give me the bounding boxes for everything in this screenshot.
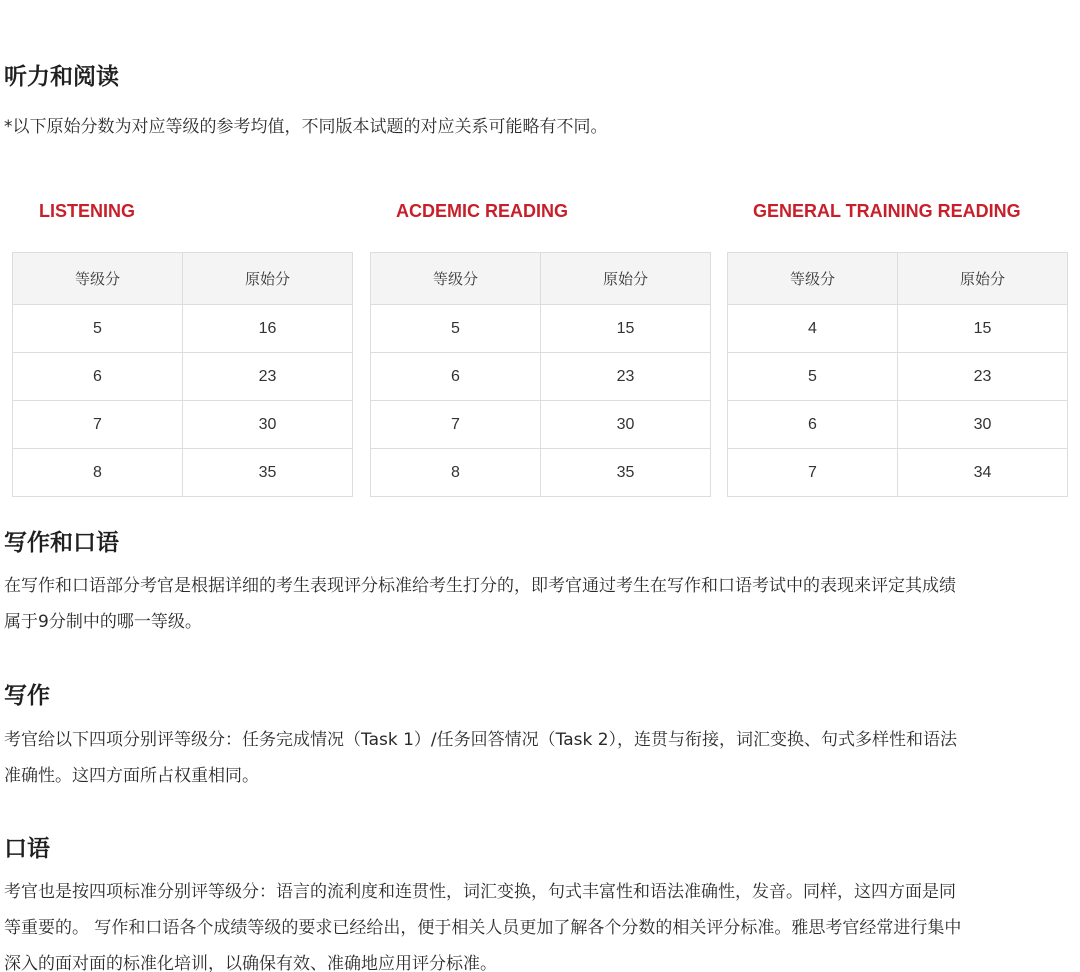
band-score-cell: 7 — [371, 401, 541, 449]
table-row — [13, 401, 353, 449]
table-header-row — [13, 253, 353, 305]
table-row — [728, 353, 1068, 401]
table-row — [13, 353, 353, 401]
writing-paragraph — [4, 722, 957, 794]
table-row — [728, 449, 1068, 497]
band-score-cell: 6 — [728, 401, 898, 449]
raw-score-cell: 23 — [898, 353, 1068, 401]
paragraph-line: 深入的面对面的标准化培训，以确保有效、准确地应用评分标准。 — [4, 954, 497, 972]
section-heading-speaking: 口语 — [4, 836, 50, 862]
band-score-cell: 8 — [371, 449, 541, 497]
band-score-cell: 5 — [728, 353, 898, 401]
header-band-score: 等级分 — [371, 253, 541, 305]
header-raw-score: 原始分 — [898, 253, 1068, 305]
table-title-general-training-reading: GENERAL TRAINING READING — [753, 201, 1021, 221]
listening-score-table — [12, 252, 353, 497]
raw-score-cell: 30 — [183, 401, 353, 449]
table-row — [371, 353, 711, 401]
paragraph-line: 等重要的。 写作和口语各个成绩等级的要求已经给出，便于相关人员更加了解各个分数的相关评分标准。雅思考官经常进行集中 — [4, 918, 962, 938]
header-raw-score: 原始分 — [183, 253, 353, 305]
table-row — [13, 449, 353, 497]
header-band-score: 等级分 — [13, 253, 183, 305]
band-score-cell: 4 — [728, 305, 898, 353]
section-heading-writing-speaking: 写作和口语 — [4, 530, 119, 556]
paragraph-line: 考官给以下四项分别评等级分：任务完成情况（Task 1）/任务回答情况（Task 2），连贯与衔接，词汇变换、句式多样性和语法 — [4, 730, 958, 750]
raw-score-cell: 35 — [183, 449, 353, 497]
table-title-academic-reading: ACDEMIC READING — [396, 201, 569, 221]
table-row — [13, 305, 353, 353]
band-score-cell: 8 — [13, 449, 183, 497]
raw-score-cell: 23 — [541, 353, 711, 401]
paragraph-line: 属于9分制中的哪一等级。 — [4, 612, 202, 632]
table-title-listening: LISTENING — [39, 201, 136, 221]
table-row — [728, 401, 1068, 449]
raw-score-cell: 16 — [183, 305, 353, 353]
header-raw-score: 原始分 — [541, 253, 711, 305]
section-heading-listening-reading: 听力和阅读 — [4, 64, 119, 90]
table-row — [371, 305, 711, 353]
paragraph-line: 准确性。这四方面所占权重相同。 — [4, 766, 259, 786]
band-score-cell: 7 — [728, 449, 898, 497]
raw-score-cell: 30 — [898, 401, 1068, 449]
table-header-row — [728, 253, 1068, 305]
speaking-paragraph — [4, 874, 961, 972]
band-score-cell: 7 — [13, 401, 183, 449]
table-row — [371, 401, 711, 449]
section-heading-writing: 写作 — [4, 683, 50, 709]
header-band-score: 等级分 — [728, 253, 898, 305]
paragraph-line: 考官也是按四项标准分别评等级分：语言的流利度和连贯性，词汇变换，句式丰富性和语法准确性，发音。同样，这四方面是同 — [4, 882, 956, 902]
raw-score-cell: 34 — [898, 449, 1068, 497]
paragraph-line: 在写作和口语部分考官是根据详细的考生表现评分标准给考生打分的，即考官通过考生在写作和口语考试中的表现来评定其成绩 — [4, 576, 956, 596]
band-score-cell: 6 — [13, 353, 183, 401]
academic-reading-score-table — [370, 252, 711, 497]
raw-score-cell: 15 — [541, 305, 711, 353]
band-score-cell: 5 — [371, 305, 541, 353]
reference-note: *以下原始分数为对应等级的参考均值，不同版本试题的对应关系可能略有不同。 — [4, 117, 608, 137]
band-score-cell: 5 — [13, 305, 183, 353]
raw-score-cell: 23 — [183, 353, 353, 401]
raw-score-cell: 35 — [541, 449, 711, 497]
table-row — [371, 449, 711, 497]
raw-score-cell: 15 — [898, 305, 1068, 353]
table-row — [728, 305, 1068, 353]
band-score-cell: 6 — [371, 353, 541, 401]
general-training-reading-score-table — [727, 252, 1068, 497]
raw-score-cell: 30 — [541, 401, 711, 449]
writing-speaking-paragraph — [4, 568, 956, 640]
table-header-row — [371, 253, 711, 305]
